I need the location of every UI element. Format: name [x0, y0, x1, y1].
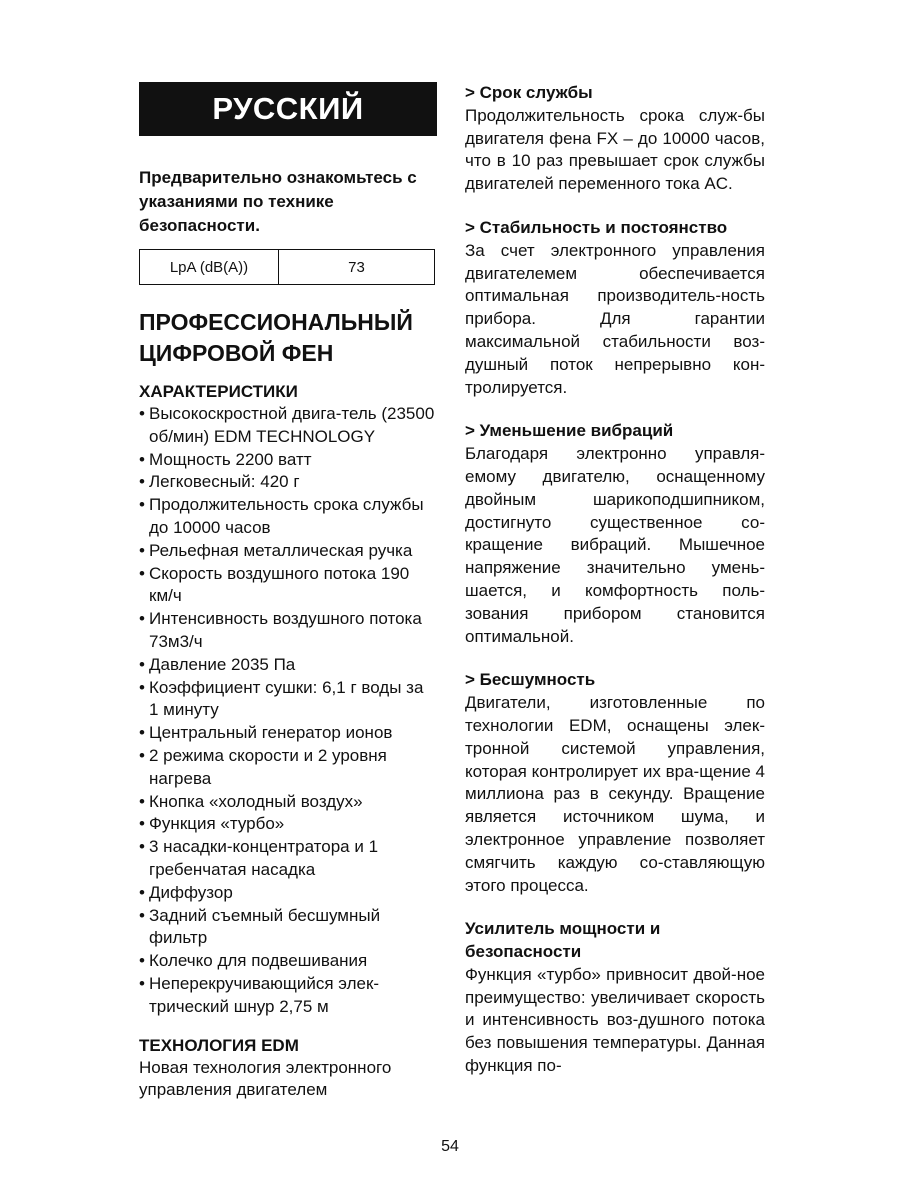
list-item: • Функция «турбо» [139, 813, 437, 836]
section-text: За счет электронного управления двигателемем обеспечивается оптимальная производитель-ность прибора. Для гарантии максимальной стабильности воз-душный поток непрерывно кон-тролируется. [465, 240, 765, 397]
list-item: • Центральный генератор ионов [139, 722, 437, 745]
section-text: Двигатели, изготовленные по технологии EDM, оснащены элек-тронной системой управления, которая контролирует их вра-щение 4 миллиона раз в секунду. Вращение является источником шума, и электронное управление позволяет смягчить каждую со-ставляющую этого процесса. [465, 693, 765, 895]
right-column [465, 82, 765, 1078]
product-title: ПРОФЕССИОНАЛЬНЫЙ ЦИФРОВОЙ ФЕН [139, 309, 413, 366]
safety-intro-note: Предварительно ознакомьтесь с указаниями по технике безопасности. [139, 168, 417, 235]
noise-level-table [139, 249, 435, 285]
list-item: • Неперекручивающийся элек-трический шнур 2,75 м [139, 973, 437, 1019]
section-power-amplifier [465, 918, 765, 1078]
section-text: Благодаря электронно управля-емому двигателю, оснащенному двойным шарикоподшипником, достигнуто существенное со-кращение вибраций. Мышечное напряжение значительно умень-шается, и комфортность поль-зования прибором становится оптимальной. [465, 444, 765, 646]
list-item: • Высокоскростной двига-тель (23500 об/мин) EDM TECHNOLOGY [139, 403, 437, 449]
section-vibration-reduction [465, 420, 765, 648]
list-item: • 2 режима скорости и 2 уровня нагрева [139, 745, 437, 791]
features-list [139, 403, 437, 1019]
section-heading: Усилитель мощности и безопасности [465, 919, 661, 962]
list-item: • Колечко для подвешивания [139, 950, 437, 973]
section-service-life [465, 82, 765, 196]
left-column [139, 82, 437, 1102]
section-heading: > Уменьшение вибраций [465, 421, 674, 441]
spec-value-cell: 73 [279, 250, 435, 285]
list-item: • Скорость воздушного потока 190 км/ч [139, 563, 437, 609]
page-number: 54 [441, 1138, 459, 1155]
features-heading: ХАРАКТЕРИСТИКИ [139, 382, 298, 401]
table-row [140, 250, 435, 285]
language-banner: РУССКИЙ [139, 82, 437, 136]
list-item: • Продолжительность срока службы до 10000 часов [139, 494, 437, 540]
section-heading: > Срок службы [465, 83, 593, 102]
list-item: • Мощность 2200 ватт [139, 449, 437, 472]
section-text: Функция «турбо» привносит двой-ное преимущество: увеличивает скорость и интенсивность воз-душного потока без повышения температуры. Данная функция по- [465, 964, 765, 1076]
section-heading: > Бесшумность [465, 670, 596, 690]
list-item: • Интенсивность воздушного потока 73м3/ч [139, 608, 437, 654]
list-item: • Давление 2035 Па [139, 654, 437, 677]
list-item: • Коэффициент сушки: 6,1 г воды за 1 минуту [139, 677, 437, 723]
list-item: • 3 насадки-концентратора и 1 гребенчатая насадка [139, 836, 437, 882]
section-text: Продолжительность срока служ-бы двигателя фена FX – до 10000 часов, что в 10 раз превышает срок службы двигателей переменного тока AC. [465, 105, 765, 194]
edm-heading: ТЕХНОЛОГИЯ EDM [139, 1035, 299, 1055]
section-heading: > Стабильность и постоянство [465, 217, 728, 237]
list-item: • Кнопка «холодный воздух» [139, 791, 437, 814]
list-item: • Рельефная металлическая ручка [139, 540, 437, 563]
list-item: • Диффузор [139, 882, 437, 905]
section-noiselessness [465, 669, 765, 897]
list-item: • Легковесный: 420 г [139, 471, 437, 494]
edm-text: Новая технология электронного управления двигателем [139, 1057, 392, 1100]
spec-label-cell: LpA (dB(A)) [140, 250, 279, 285]
section-stability [465, 217, 765, 399]
list-item: • Задний съемный бесшумный фильтр [139, 905, 437, 951]
